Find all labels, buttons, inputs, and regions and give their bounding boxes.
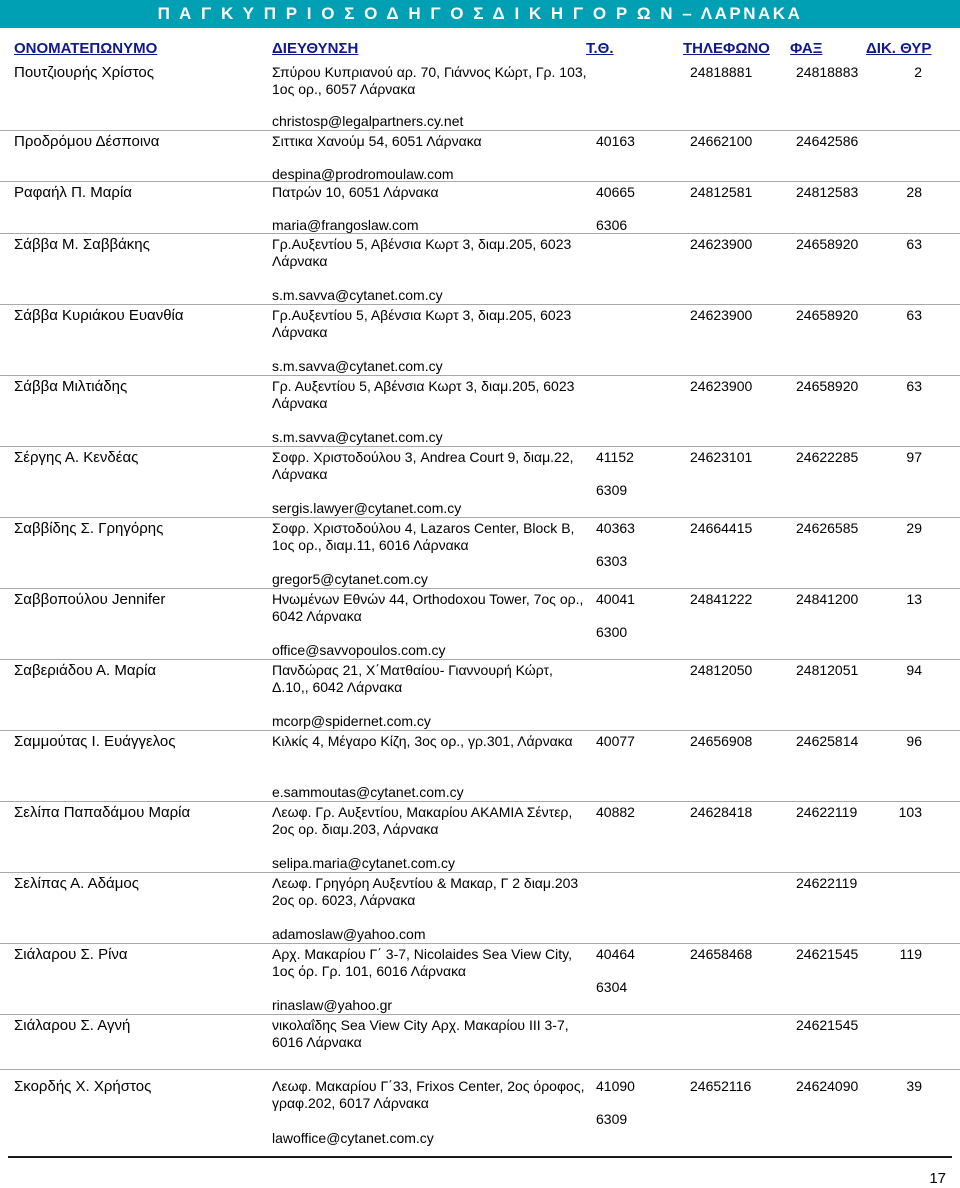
- lawyer-address: Πανδώρας 21, Χ΄Ματθαίου- Γιαννουρή Κώρτ, Δ.10,, 6042 Λάρνακα: [272, 662, 553, 695]
- lawyer-fax: 24626585: [796, 520, 859, 536]
- lawyer-fax: 24658920: [796, 378, 859, 394]
- lawyer-fax: 24622285: [796, 449, 859, 465]
- table-row: [0, 182, 960, 234]
- lawyer-phone: 24812581: [690, 184, 753, 200]
- lawyer-name: Σκορδής Χ. Χρήστος: [14, 1078, 152, 1095]
- directory-table: [0, 62, 960, 1146]
- lawyer-court-box: 28: [906, 184, 922, 200]
- lawyer-court-box: 94: [906, 662, 922, 678]
- lawyer-phone: 24658468: [690, 946, 753, 962]
- table-row: [0, 731, 960, 802]
- lawyer-fax: 24658920: [796, 307, 859, 323]
- table-row: [0, 62, 960, 131]
- table-row: [0, 1070, 960, 1146]
- lawyer-address: Λεωφ. Μακαρίου Γ΄33, Frixos Center, 2ος όροφος, γραφ.202, 6017 Λάρνακα: [272, 1078, 585, 1111]
- lawyer-address: Αρχ. Μακαρίου Γ΄ 3-7, Nicolaides Sea View City, 1ος όρ. Γρ. 101, 6016 Λάρνακα: [272, 946, 573, 979]
- lawyer-fax: 24658920: [796, 236, 859, 252]
- lawyer-court-box: 63: [906, 307, 922, 323]
- lawyer-postal-code: 6309: [596, 482, 628, 498]
- lawyer-po-box: 40077: [596, 733, 635, 749]
- lawyer-email[interactable]: selipa.maria@cytanet.com.cy: [272, 855, 456, 871]
- lawyer-phone: 24623101: [690, 449, 753, 465]
- lawyer-court-box: 119: [899, 946, 922, 962]
- table-row: [0, 305, 960, 376]
- lawyer-fax: 24621545: [796, 946, 859, 962]
- lawyer-email[interactable]: s.m.savva@cytanet.com.cy: [272, 429, 443, 445]
- lawyer-phone: 24652116: [690, 1078, 752, 1094]
- lawyer-po-box: 41152: [596, 449, 634, 465]
- lawyer-email[interactable]: sergis.lawyer@cytanet.com.cy: [272, 500, 462, 516]
- lawyer-address: Ηνωμένων Εθνών 44, Orthodoxou Tower, 7ος ορ., 6042 Λάρνακα: [272, 591, 584, 624]
- lawyer-fax: 24621545: [796, 1017, 859, 1033]
- lawyer-po-box: 40464: [596, 946, 635, 962]
- lawyer-name: Ραφαήλ Π. Μαρία: [14, 184, 132, 201]
- lawyer-court-box: 97: [906, 449, 922, 465]
- lawyer-phone: 24812050: [690, 662, 753, 678]
- lawyer-phone: 24623900: [690, 378, 753, 394]
- lawyer-fax: 24642586: [796, 133, 859, 149]
- lawyer-name: Σιάλαρου Σ. Ρίνα: [14, 946, 128, 963]
- lawyer-phone: 24841222: [690, 591, 753, 607]
- table-row: [0, 447, 960, 518]
- lawyer-po-box: 40363: [596, 520, 635, 536]
- lawyer-court-box: 29: [906, 520, 922, 536]
- table-row: [0, 873, 960, 944]
- directory-banner: Π Α Γ Κ Υ Π Ρ Ι Ο Σ Ο Δ Η Γ Ο Σ Δ Ι Κ Η Γ Ο Ρ Ω Ν – ΛΑΡΝΑΚΑ: [0, 0, 960, 28]
- lawyer-address: Σπύρου Κυπριανού αρ. 70, Γιάννος Κώρτ, Γρ. 103, 1ος ορ., 6057 Λάρνακα: [272, 64, 587, 97]
- lawyer-email[interactable]: lawoffice@cytanet.com.cy: [272, 1130, 434, 1146]
- table-row: [0, 944, 960, 1015]
- lawyer-address: Λεωφ. Γρ. Αυξεντίου, Μακαρίου ΑΚΑΜΙΑ Σέντερ, 2ος ορ. διαμ.203, Λάρνακα: [272, 804, 573, 837]
- lawyer-po-box: 40665: [596, 184, 635, 200]
- lawyer-address: Σοφρ. Χριστοδούλου 3, Andrea Court 9, διαμ.22, Λάρνακα: [272, 449, 574, 482]
- lawyer-po-box: 40882: [596, 804, 635, 820]
- table-row: [0, 1015, 960, 1070]
- header-ext: ΔΙΚ. ΘΥΡ: [866, 40, 932, 57]
- lawyer-email[interactable]: office@savvopoulos.com.cy: [272, 642, 446, 658]
- lawyer-email[interactable]: s.m.savva@cytanet.com.cy: [272, 287, 443, 303]
- lawyer-email[interactable]: gregor5@cytanet.com.cy: [272, 571, 428, 587]
- lawyer-po-box: 40163: [596, 133, 635, 149]
- lawyer-address: Γρ.Αυξεντίου 5, Αβένσια Κωρτ 3, διαμ.205, 6023 Λάρνακα: [272, 236, 572, 269]
- lawyer-fax: 24812051: [796, 662, 859, 678]
- lawyer-email[interactable]: mcorp@spidernet.com.cy: [272, 713, 431, 729]
- page-number: 17: [929, 1170, 946, 1187]
- lawyer-phone: 24662100: [690, 133, 753, 149]
- lawyer-name: Σαββοπούλου Jennifer: [14, 591, 166, 608]
- lawyer-address: Γρ.Αυξεντίου 5, Αβένσια Κωρτ 3, διαμ.205, 6023 Λάρνακα: [272, 307, 572, 340]
- lawyer-name: Σάββα Μ. Σαββάκης: [14, 236, 150, 253]
- lawyer-name: Προδρόμου Δέσποινα: [14, 133, 160, 150]
- lawyer-fax: 24625814: [796, 733, 859, 749]
- lawyer-email[interactable]: rinaslaw@yahoo.gr: [272, 997, 393, 1013]
- header-phone: ΤΗΛΕΦΩΝΟ: [683, 40, 770, 57]
- lawyer-fax: 24622119: [796, 875, 858, 891]
- table-row: [0, 234, 960, 305]
- lawyer-email[interactable]: despina@prodromoulaw.com: [272, 166, 454, 182]
- footer-divider: [8, 1156, 952, 1158]
- lawyer-court-box: 103: [898, 804, 922, 820]
- lawyer-fax: 24818883: [796, 64, 859, 80]
- lawyer-address: Λεωφ. Γρηγόρη Αυξεντίου & Μακαρ, Γ 2 διαμ.203 2ος ορ. 6023, Λάρνακα: [272, 875, 579, 908]
- lawyer-court-box: 13: [906, 591, 922, 607]
- lawyer-address: Κιλκίς 4, Μέγαρο Κίζη, 3ος ορ., γρ.301, Λάρνακα: [272, 733, 573, 749]
- lawyer-po-box: 40041: [596, 591, 635, 607]
- lawyer-name: Σελίπα Παπαδάμου Μαρία: [14, 804, 191, 821]
- table-row: [0, 518, 960, 589]
- table-row: [0, 376, 960, 447]
- lawyer-address: νικολαΐδης Sea View City Αρχ. Μακαρίου ΙΙΙ 3-7, 6016 Λάρνακα: [272, 1017, 569, 1050]
- lawyer-fax: 24812583: [796, 184, 859, 200]
- lawyer-po-box: 41090: [596, 1078, 635, 1094]
- lawyer-name: Σιάλαρου Σ. Αγνή: [14, 1017, 131, 1034]
- lawyer-name: Σάββα Κυριάκου Ευανθία: [14, 307, 184, 324]
- lawyer-phone: 24664415: [690, 520, 753, 536]
- header-fax: ΦΑΞ: [790, 40, 823, 57]
- lawyer-name: Σαβεριάδου Α. Μαρία: [14, 662, 157, 679]
- lawyer-email[interactable]: e.sammoutas@cytanet.com.cy: [272, 784, 464, 800]
- header-name: ΟΝΟΜΑΤΕΠΩΝΥΜΟ: [14, 40, 158, 57]
- lawyer-name: Σελίπας Α. Αδάμος: [14, 875, 139, 892]
- table-row: [0, 802, 960, 873]
- lawyer-email[interactable]: christosp@legalpartners.cy.net: [272, 113, 464, 129]
- lawyer-fax: 24622119: [796, 804, 858, 820]
- lawyer-address: Σοφρ. Χριστοδούλου 4, Lazaros Center, Block B, 1ος ορ., διαμ.11, 6016 Λάρνακα: [272, 520, 575, 553]
- header-address: ΔΙΕΥΘΥΝΣΗ: [272, 40, 359, 57]
- lawyer-email[interactable]: maria@frangoslaw.com: [272, 217, 419, 233]
- table-row: [0, 589, 960, 660]
- lawyer-postal-code: 6303: [596, 553, 628, 569]
- lawyer-fax: 24841200: [796, 591, 859, 607]
- lawyer-court-box: 63: [906, 236, 922, 252]
- lawyer-court-box: 96: [906, 733, 922, 749]
- lawyer-phone: 24623900: [690, 307, 753, 323]
- lawyer-email[interactable]: s.m.savva@cytanet.com.cy: [272, 358, 443, 374]
- lawyer-phone: 24656908: [690, 733, 753, 749]
- lawyer-postal-code: 6306: [596, 217, 628, 233]
- lawyer-fax: 24624090: [796, 1078, 859, 1094]
- lawyer-court-box: 63: [906, 378, 922, 394]
- lawyer-name: Σαββίδης Σ. Γρηγόρης: [14, 520, 164, 537]
- lawyer-postal-code: 6300: [596, 624, 628, 640]
- lawyer-postal-code: 6304: [596, 979, 628, 995]
- lawyer-phone: 24818881: [690, 64, 753, 80]
- lawyer-address: Σιττικα Χανούμ 54, 6051 Λάρνακα: [272, 133, 482, 149]
- lawyer-name: Σαμμούτας Ι. Ευάγγελος: [14, 733, 176, 750]
- lawyer-phone: 24628418: [690, 804, 753, 820]
- lawyer-court-box: 39: [906, 1078, 922, 1094]
- lawyer-address: Πατρών 10, 6051 Λάρνακα: [272, 184, 439, 200]
- lawyer-postal-code: 6309: [596, 1111, 628, 1127]
- lawyer-name: Πουτζιουρής Χρίστος: [14, 64, 154, 81]
- lawyer-email[interactable]: adamoslaw@yahoo.com: [272, 926, 426, 942]
- table-row: [0, 131, 960, 182]
- lawyer-address: Γρ. Αυξεντίου 5, Αβένσια Κωρτ 3, διαμ.205, 6023 Λάρνακα: [272, 378, 575, 411]
- header-tt: Τ.Θ.: [586, 40, 614, 57]
- lawyer-name: Σέργης Α. Κενδέας: [14, 449, 139, 466]
- lawyer-court-box: 2: [914, 64, 922, 80]
- lawyer-phone: 24623900: [690, 236, 753, 252]
- table-row: [0, 660, 960, 731]
- lawyer-name: Σάββα Μιλτιάδης: [14, 378, 128, 395]
